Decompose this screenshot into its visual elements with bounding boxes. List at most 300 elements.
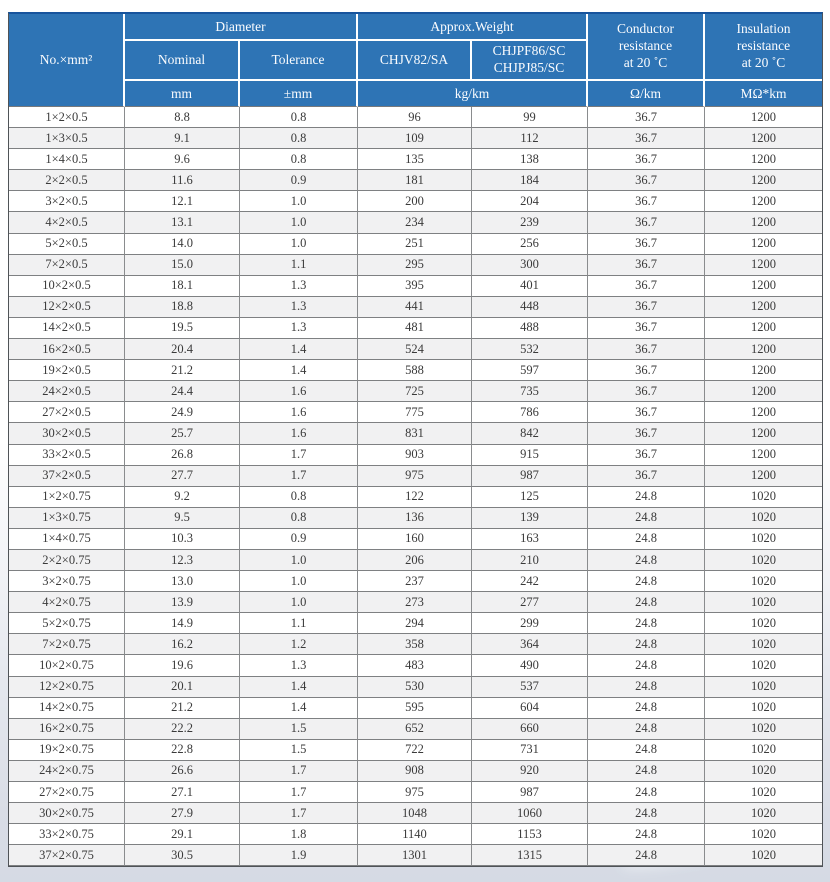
table-cell: 112 [472, 128, 588, 149]
table-cell: 1.0 [240, 550, 358, 571]
table-cell: 537 [472, 677, 588, 698]
table-cell: 200 [358, 191, 472, 212]
table-cell: 16×2×0.5 [9, 339, 125, 360]
table-cell: 24.9 [125, 402, 240, 423]
table-cell: 12×2×0.75 [9, 677, 125, 698]
table-cell: 184 [472, 170, 588, 191]
table-cell: 27.9 [125, 803, 240, 824]
table-cell: 920 [472, 761, 588, 782]
unit-label-tolerance-mm: ±mm [283, 85, 313, 101]
table-row [9, 592, 822, 613]
table-cell: 13.9 [125, 592, 240, 613]
table-cell: 16×2×0.75 [9, 719, 125, 740]
table-cell: 8.8 [125, 107, 240, 128]
table-cell: 1.4 [240, 339, 358, 360]
table-cell: 588 [358, 360, 472, 381]
table-cell: 0.8 [240, 128, 358, 149]
table-cell: 1×3×0.75 [9, 508, 125, 529]
table-cell: 1.6 [240, 381, 358, 402]
table-cell: 1020 [705, 824, 822, 845]
table-cell: 1200 [705, 339, 822, 360]
table-row [9, 845, 822, 866]
table-cell: 24.8 [588, 571, 705, 592]
table-row [9, 423, 822, 444]
table-row [9, 297, 822, 318]
table-cell: 24.8 [588, 761, 705, 782]
table-cell: 10×2×0.5 [9, 276, 125, 297]
table-cell: 36.7 [588, 445, 705, 466]
header-label-chjpf86: CHJPF86/SC [492, 43, 566, 59]
table-cell: 1×4×0.75 [9, 529, 125, 550]
table-cell: 1020 [705, 655, 822, 676]
table-cell: 1315 [472, 845, 588, 866]
table-cell: 5×2×0.5 [9, 234, 125, 255]
table-cell: 1.9 [240, 845, 358, 866]
table-cell: 234 [358, 212, 472, 233]
table-cell: 20.1 [125, 677, 240, 698]
table-cell: 237 [358, 571, 472, 592]
table-cell: 1.3 [240, 655, 358, 676]
header-row-units [9, 81, 822, 107]
table-cell: 1200 [705, 276, 822, 297]
table-cell: 1.7 [240, 445, 358, 466]
table-cell: 1.0 [240, 571, 358, 592]
table-cell: 1200 [705, 423, 822, 444]
table-cell: 1200 [705, 149, 822, 170]
table-row [9, 107, 822, 128]
table-cell: 1.6 [240, 402, 358, 423]
table-cell: 36.7 [588, 212, 705, 233]
table-cell: 24.8 [588, 592, 705, 613]
table-cell: 139 [472, 508, 588, 529]
table-cell: 2×2×0.75 [9, 550, 125, 571]
table-row [9, 782, 822, 803]
table-cell: 1020 [705, 698, 822, 719]
unit-label-mm: mm [170, 85, 192, 101]
unit-cell-mm [125, 81, 240, 107]
header-label-chjpj85: CHJPJ85/SC [493, 60, 565, 75]
table-cell: 1.1 [240, 255, 358, 276]
table-cell: 24.8 [588, 655, 705, 676]
table-cell: 1020 [705, 677, 822, 698]
table-cell: 987 [472, 782, 588, 803]
table-cell: 1200 [705, 128, 822, 149]
table-row [9, 824, 822, 845]
table-cell: 251 [358, 234, 472, 255]
table-cell: 256 [472, 234, 588, 255]
table-cell: 395 [358, 276, 472, 297]
header-label-insulation-line1: Insulation [736, 21, 791, 37]
table-cell: 36.7 [588, 255, 705, 276]
table-cell: 24.8 [588, 740, 705, 761]
table-cell: 1.7 [240, 466, 358, 487]
table-cell: 24.8 [588, 634, 705, 655]
table-cell: 36.7 [588, 191, 705, 212]
table-row [9, 634, 822, 655]
table-row [9, 212, 822, 233]
table-cell: 1.4 [240, 360, 358, 381]
unit-cell-tolerance-mm [240, 81, 358, 107]
table-cell: 1.8 [240, 824, 358, 845]
table-cell: 210 [472, 550, 588, 571]
table-cell: 1020 [705, 508, 822, 529]
table-cell: 19×2×0.5 [9, 360, 125, 381]
table-cell: 1200 [705, 466, 822, 487]
table-cell: 1.2 [240, 634, 358, 655]
table-cell: 9.5 [125, 508, 240, 529]
table-cell: 24.8 [588, 677, 705, 698]
table-cell: 20.4 [125, 339, 240, 360]
table-cell: 22.8 [125, 740, 240, 761]
table-row [9, 191, 822, 212]
table-row [9, 318, 822, 339]
header-cell-nominal [125, 41, 240, 81]
table-cell: 18.8 [125, 297, 240, 318]
header-label-tolerance: Tolerance [271, 52, 325, 67]
header-label-conductor-line2: resistance [618, 38, 673, 54]
table-cell: 1.0 [240, 592, 358, 613]
table-row [9, 276, 822, 297]
table-row [9, 803, 822, 824]
table-cell: 1.1 [240, 613, 358, 634]
table-cell: 36.7 [588, 276, 705, 297]
table-row [9, 508, 822, 529]
table-cell: 122 [358, 487, 472, 508]
table-row [9, 655, 822, 676]
table-cell: 1.5 [240, 740, 358, 761]
table-cell: 1.7 [240, 803, 358, 824]
table-cell: 27.7 [125, 466, 240, 487]
table-cell: 109 [358, 128, 472, 149]
table-cell: 1200 [705, 402, 822, 423]
table-cell: 1020 [705, 487, 822, 508]
table-body [9, 107, 822, 866]
header-label-insulation-line2: resistance [736, 38, 791, 54]
table-cell: 99 [472, 107, 588, 128]
table-cell: 786 [472, 402, 588, 423]
table-cell: 30.5 [125, 845, 240, 866]
table-cell: 1020 [705, 613, 822, 634]
table-cell: 1020 [705, 803, 822, 824]
table-cell: 135 [358, 149, 472, 170]
table-cell: 2×2×0.5 [9, 170, 125, 191]
table-cell: 530 [358, 677, 472, 698]
table-cell: 1140 [358, 824, 472, 845]
table-cell: 652 [358, 719, 472, 740]
table-cell: 0.9 [240, 529, 358, 550]
table-cell: 12×2×0.5 [9, 297, 125, 318]
header-cell-chjv82-sa [358, 41, 472, 81]
table-cell: 0.8 [240, 107, 358, 128]
table-cell: 595 [358, 698, 472, 719]
table-cell: 1200 [705, 191, 822, 212]
table-cell: 19×2×0.75 [9, 740, 125, 761]
table-cell: 22.2 [125, 719, 240, 740]
table-cell: 1200 [705, 107, 822, 128]
table-row [9, 613, 822, 634]
table-cell: 915 [472, 445, 588, 466]
table-cell: 401 [472, 276, 588, 297]
table-cell: 842 [472, 423, 588, 444]
table-cell: 1200 [705, 360, 822, 381]
table-cell: 1020 [705, 634, 822, 655]
table-cell: 448 [472, 297, 588, 318]
table-cell: 1020 [705, 550, 822, 571]
table-cell: 1200 [705, 318, 822, 339]
table-cell: 16.2 [125, 634, 240, 655]
table-cell: 24.8 [588, 613, 705, 634]
table-cell: 36.7 [588, 423, 705, 444]
table-cell: 36.7 [588, 107, 705, 128]
table-cell: 1020 [705, 740, 822, 761]
table-cell: 1×4×0.5 [9, 149, 125, 170]
table-cell: 299 [472, 613, 588, 634]
table-cell: 273 [358, 592, 472, 613]
table-cell: 9.1 [125, 128, 240, 149]
header-label-diameter: Diameter [215, 18, 266, 34]
table-cell: 1020 [705, 845, 822, 866]
table-row [9, 339, 822, 360]
table-cell: 24.8 [588, 508, 705, 529]
unit-cell-ohm-km [588, 81, 705, 107]
table-cell: 13.1 [125, 212, 240, 233]
table-cell: 604 [472, 698, 588, 719]
table-cell: 206 [358, 550, 472, 571]
table-cell: 30×2×0.5 [9, 423, 125, 444]
table-cell: 490 [472, 655, 588, 676]
table-cell: 36.7 [588, 466, 705, 487]
table-cell: 33×2×0.5 [9, 445, 125, 466]
table-cell: 1048 [358, 803, 472, 824]
table-cell: 36.7 [588, 128, 705, 149]
table-cell: 0.9 [240, 170, 358, 191]
table-cell: 13.0 [125, 571, 240, 592]
header-label-no-mm2: No.×mm² [39, 52, 93, 67]
table-cell: 1200 [705, 297, 822, 318]
table-cell: 3×2×0.5 [9, 191, 125, 212]
table-cell: 1200 [705, 234, 822, 255]
table-cell: 1.3 [240, 297, 358, 318]
table-cell: 1020 [705, 571, 822, 592]
table-cell: 19.6 [125, 655, 240, 676]
table-cell: 4×2×0.75 [9, 592, 125, 613]
table-cell: 37×2×0.75 [9, 845, 125, 866]
table-cell: 160 [358, 529, 472, 550]
table-cell: 204 [472, 191, 588, 212]
header-cell-no-mm2 [9, 14, 125, 107]
table-cell: 1153 [472, 824, 588, 845]
header-cell-conductor-resistance [588, 14, 705, 81]
table-cell: 36.7 [588, 149, 705, 170]
unit-cell-kg-km [358, 81, 588, 107]
table-cell: 10.3 [125, 529, 240, 550]
table-cell: 524 [358, 339, 472, 360]
table-cell: 14×2×0.75 [9, 698, 125, 719]
table-cell: 36.7 [588, 234, 705, 255]
table-cell: 18.1 [125, 276, 240, 297]
table-cell: 24.8 [588, 782, 705, 803]
table-cell: 15.0 [125, 255, 240, 276]
table-row [9, 170, 822, 191]
table-cell: 239 [472, 212, 588, 233]
table-cell: 1200 [705, 255, 822, 276]
table-cell: 5×2×0.75 [9, 613, 125, 634]
table-cell: 295 [358, 255, 472, 276]
table-cell: 10×2×0.75 [9, 655, 125, 676]
table-row [9, 255, 822, 276]
table-cell: 975 [358, 782, 472, 803]
table-cell: 597 [472, 360, 588, 381]
table-cell: 1.7 [240, 761, 358, 782]
table-cell: 14×2×0.5 [9, 318, 125, 339]
table-cell: 12.3 [125, 550, 240, 571]
table-row [9, 677, 822, 698]
table-cell: 532 [472, 339, 588, 360]
table-cell: 36.7 [588, 318, 705, 339]
table-cell: 294 [358, 613, 472, 634]
table-cell: 1×2×0.5 [9, 107, 125, 128]
table-cell: 4×2×0.5 [9, 212, 125, 233]
header-label-chjv82-sa: CHJV82/SA [379, 52, 449, 67]
table-cell: 24.8 [588, 719, 705, 740]
table-cell: 27×2×0.5 [9, 402, 125, 423]
header-cell-approx-weight [358, 14, 588, 41]
table-cell: 14.0 [125, 234, 240, 255]
table-row [9, 550, 822, 571]
table-cell: 1020 [705, 782, 822, 803]
spec-table-frame [8, 12, 823, 867]
table-cell: 138 [472, 149, 588, 170]
table-cell: 1.4 [240, 698, 358, 719]
table-cell: 24.4 [125, 381, 240, 402]
table-cell: 1020 [705, 719, 822, 740]
table-cell: 1200 [705, 212, 822, 233]
table-cell: 24.8 [588, 550, 705, 571]
table-row [9, 381, 822, 402]
table-cell: 9.6 [125, 149, 240, 170]
table-cell: 25.7 [125, 423, 240, 444]
table-cell: 24.8 [588, 487, 705, 508]
table-row [9, 234, 822, 255]
table-cell: 1200 [705, 170, 822, 191]
table-cell: 908 [358, 761, 472, 782]
table-cell: 36.7 [588, 297, 705, 318]
unit-label-megaohm-km: MΩ*km [740, 85, 787, 101]
table-cell: 24.8 [588, 803, 705, 824]
table-cell: 1.5 [240, 719, 358, 740]
header-label-conductor-line3: at 20 ˚C [623, 54, 668, 70]
header-label-approx-weight: Approx.Weight [430, 18, 514, 34]
unit-label-kg-km: kg/km [454, 85, 490, 101]
table-cell: 36.7 [588, 339, 705, 360]
table-cell: 775 [358, 402, 472, 423]
table-cell: 300 [472, 255, 588, 276]
table-cell: 24×2×0.5 [9, 381, 125, 402]
table-cell: 1200 [705, 381, 822, 402]
table-cell: 1.0 [240, 234, 358, 255]
header-label-insulation-line3: at 20 ˚C [741, 54, 786, 70]
table-cell: 1.4 [240, 677, 358, 698]
table-cell: 1.0 [240, 212, 358, 233]
table-cell: 277 [472, 592, 588, 613]
table-cell: 24.8 [588, 824, 705, 845]
table-cell: 29.1 [125, 824, 240, 845]
table-row [9, 761, 822, 782]
table-cell: 722 [358, 740, 472, 761]
table-cell: 660 [472, 719, 588, 740]
table-cell: 987 [472, 466, 588, 487]
table-cell: 1.3 [240, 318, 358, 339]
header-row-groups [9, 14, 822, 41]
table-cell: 1020 [705, 529, 822, 550]
table-row [9, 466, 822, 487]
table-cell: 903 [358, 445, 472, 466]
table-cell: 1×2×0.75 [9, 487, 125, 508]
table-cell: 19.5 [125, 318, 240, 339]
table-row [9, 402, 822, 423]
table-cell: 136 [358, 508, 472, 529]
table-cell: 1.3 [240, 276, 358, 297]
table-row [9, 719, 822, 740]
table-row [9, 740, 822, 761]
table-cell: 21.2 [125, 360, 240, 381]
table-cell: 364 [472, 634, 588, 655]
table-cell: 27×2×0.75 [9, 782, 125, 803]
table-cell: 1.7 [240, 782, 358, 803]
table-cell: 1301 [358, 845, 472, 866]
table-row [9, 360, 822, 381]
table-cell: 1200 [705, 445, 822, 466]
header-label-nominal: Nominal [157, 52, 206, 67]
table-cell: 7×2×0.5 [9, 255, 125, 276]
cable-spec-table [9, 14, 822, 866]
table-cell: 96 [358, 107, 472, 128]
table-cell: 14.9 [125, 613, 240, 634]
table-cell: 24.8 [588, 529, 705, 550]
table-cell: 125 [472, 487, 588, 508]
table-cell: 1060 [472, 803, 588, 824]
table-cell: 30×2×0.75 [9, 803, 125, 824]
table-row [9, 571, 822, 592]
table-cell: 731 [472, 740, 588, 761]
table-cell: 12.1 [125, 191, 240, 212]
table-cell: 831 [358, 423, 472, 444]
table-cell: 21.2 [125, 698, 240, 719]
table-cell: 735 [472, 381, 588, 402]
table-cell: 11.6 [125, 170, 240, 191]
table-cell: 0.8 [240, 149, 358, 170]
table-cell: 36.7 [588, 170, 705, 191]
table-cell: 481 [358, 318, 472, 339]
table-cell: 3×2×0.75 [9, 571, 125, 592]
table-cell: 488 [472, 318, 588, 339]
table-cell: 36.7 [588, 360, 705, 381]
table-cell: 163 [472, 529, 588, 550]
table-header [9, 14, 822, 107]
table-cell: 36.7 [588, 381, 705, 402]
table-cell: 24.8 [588, 845, 705, 866]
table-cell: 242 [472, 571, 588, 592]
header-cell-chjpf86-chjpj85 [472, 41, 588, 81]
table-cell: 33×2×0.75 [9, 824, 125, 845]
table-cell: 1×3×0.5 [9, 128, 125, 149]
table-cell: 181 [358, 170, 472, 191]
table-cell: 0.8 [240, 487, 358, 508]
table-cell: 358 [358, 634, 472, 655]
table-cell: 483 [358, 655, 472, 676]
header-label-conductor-line1: Conductor [617, 21, 675, 37]
table-cell: 37×2×0.5 [9, 466, 125, 487]
